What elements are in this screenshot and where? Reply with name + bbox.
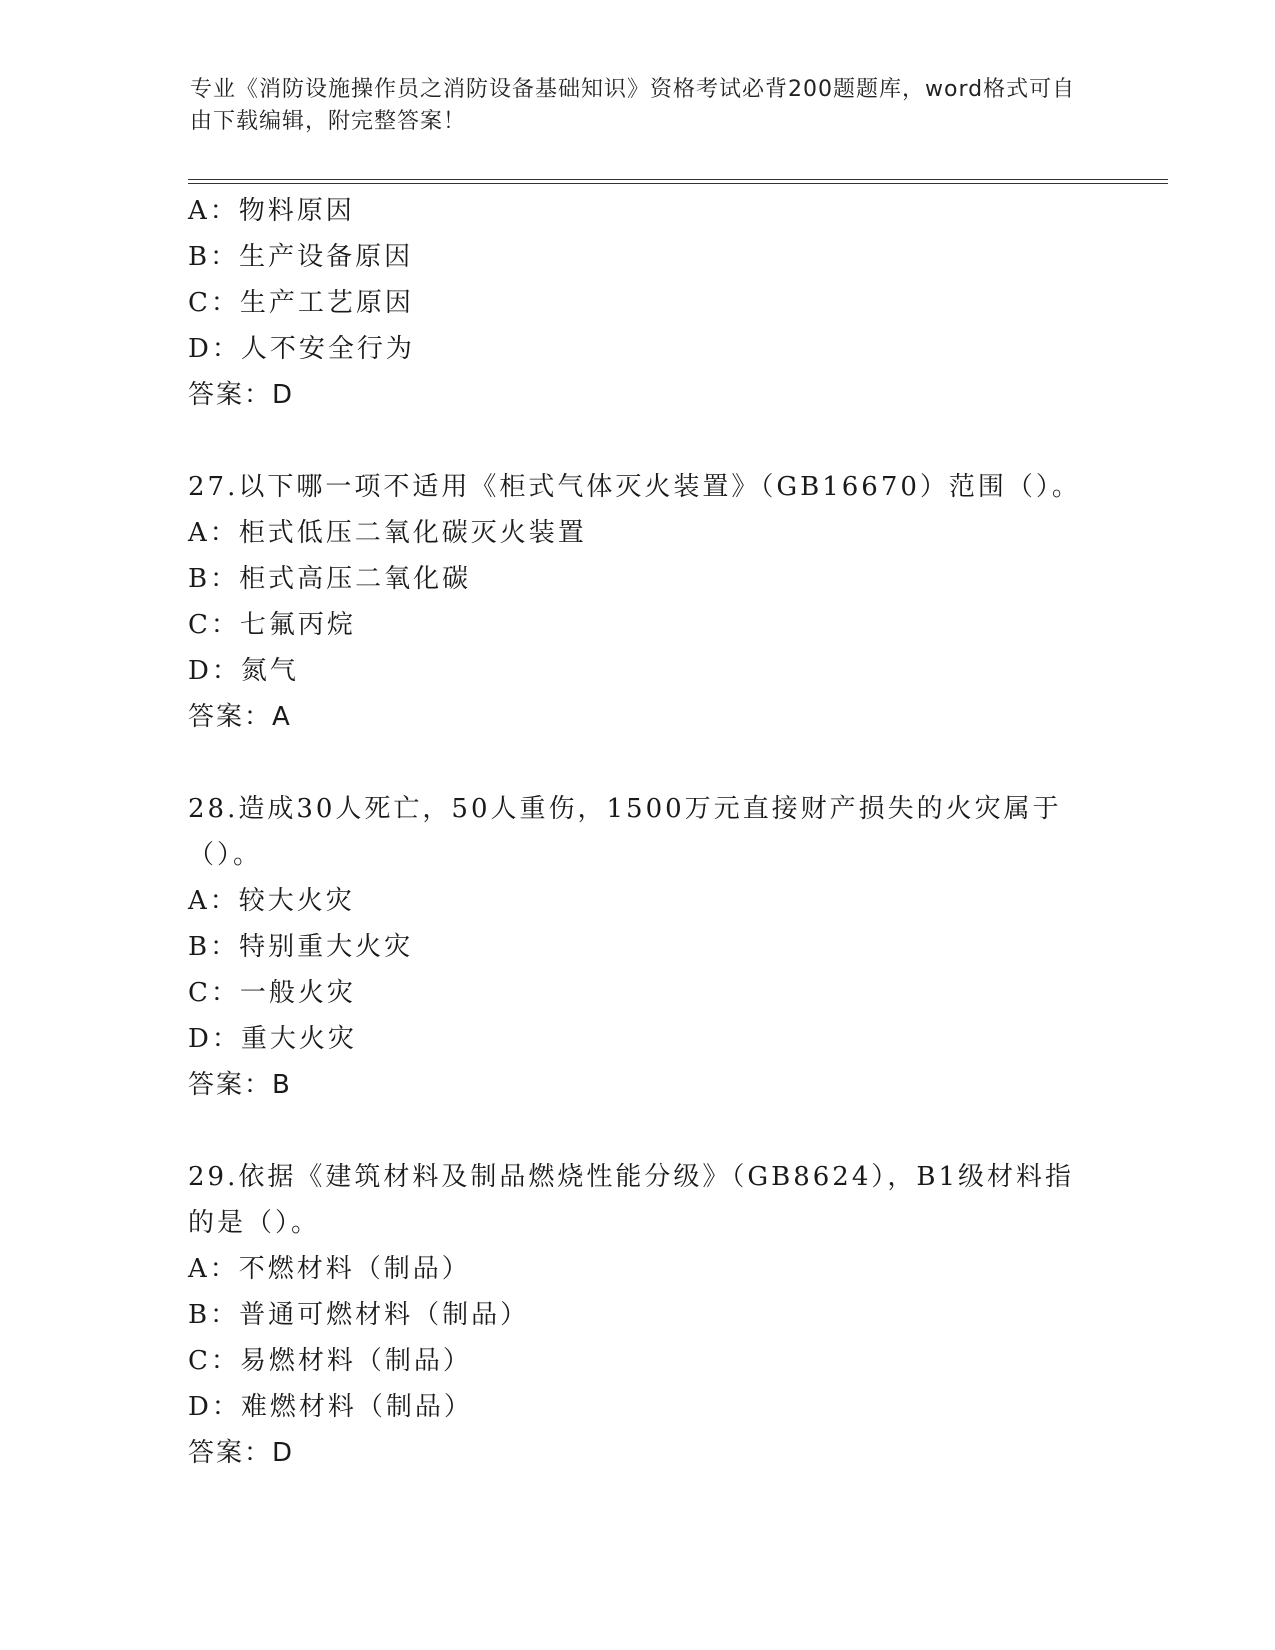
option-b: B：生产设备原因 — [188, 242, 414, 272]
option-a: A：物料原因 — [188, 196, 355, 226]
header-divider-top — [188, 179, 1168, 180]
question-stem: 27.以下哪一项不适用《柜式气体灭火装置》（GB16670）范围（）。 — [188, 472, 1081, 502]
answer-line: 答案：B — [188, 1070, 292, 1100]
option-d: D：难燃材料（制品） — [188, 1392, 473, 1422]
option-d: D：氮气 — [188, 656, 299, 686]
option-c: C：七氟丙烷 — [188, 610, 356, 640]
question-block-29 — [188, 1154, 1088, 1476]
question-block-27 — [188, 464, 1088, 740]
header-divider-bottom — [188, 183, 1168, 184]
question-stem: 29.依据《建筑材料及制品燃烧性能分级》（GB8624），B1级材料指的是（）。 — [188, 1162, 1075, 1238]
option-c: C：易燃材料（制品） — [188, 1346, 472, 1376]
spacer — [188, 740, 1088, 786]
option-a: A：较大火灾 — [188, 886, 355, 916]
spacer — [188, 1108, 1088, 1154]
option-b: B：特别重大火灾 — [188, 932, 414, 962]
question-list — [188, 188, 1088, 1476]
question-block-prev — [188, 188, 1088, 418]
option-c: C：生产工艺原因 — [188, 288, 414, 318]
option-a: A：不燃材料（制品） — [188, 1254, 471, 1284]
answer-line: 答案：D — [188, 1438, 295, 1468]
option-d: D：重大火灾 — [188, 1024, 357, 1054]
option-d: D：人不安全行为 — [188, 334, 415, 364]
question-stem: 28.造成30人死亡，50人重伤，1500万元直接财产损失的火灾属于（）。 — [188, 794, 1062, 870]
question-block-28 — [188, 786, 1088, 1108]
option-a: A：柜式低压二氧化碳灭火装置 — [188, 518, 587, 548]
option-b: B：普通可燃材料（制品） — [188, 1300, 530, 1330]
answer-line: 答案：A — [188, 702, 292, 732]
document-header: 专业《消防设施操作员之消防设备基础知识》资格考试必背200题题库，word格式可自由下载编辑，附完整答案！ — [190, 77, 1076, 134]
spacer — [188, 418, 1088, 464]
answer-line: 答案：D — [188, 380, 295, 410]
option-b: B：柜式高压二氧化碳 — [188, 564, 472, 594]
option-c: C：一般火灾 — [188, 978, 356, 1008]
